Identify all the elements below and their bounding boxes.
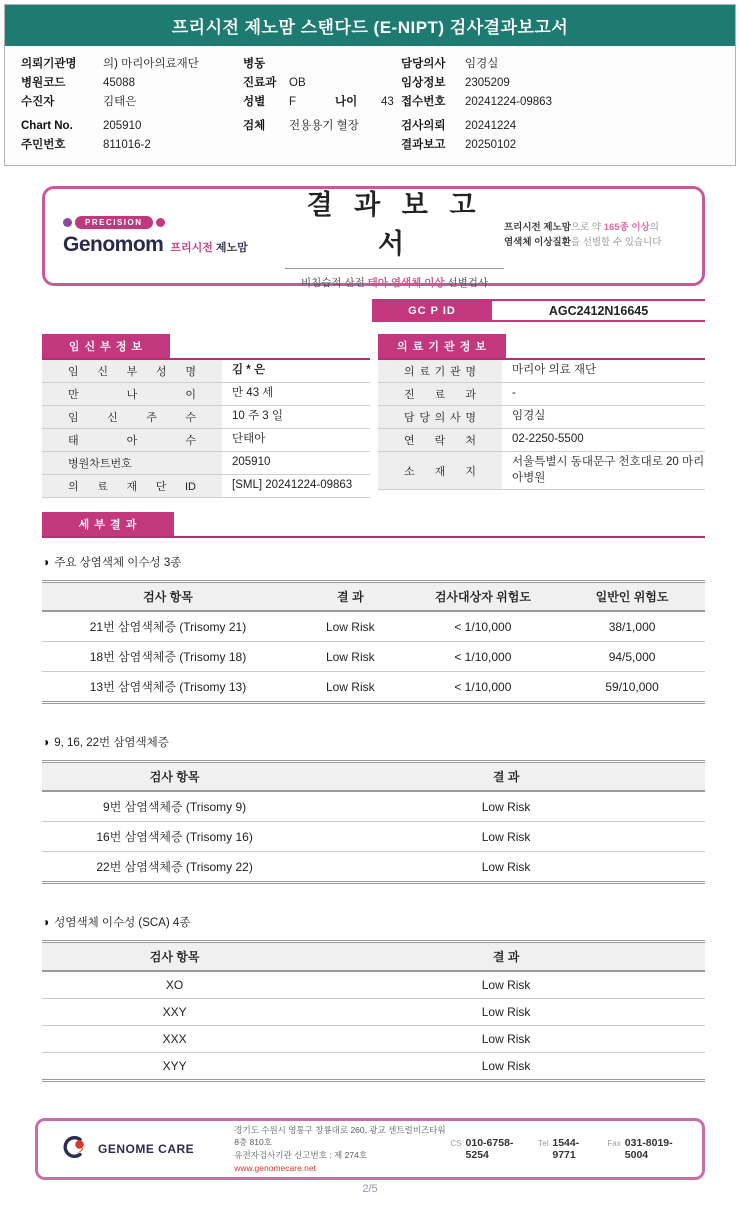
row-value: 마리아 의료 재단 bbox=[512, 364, 597, 377]
badge-dot-icon bbox=[156, 218, 165, 227]
row-value: 205910 bbox=[232, 456, 271, 469]
info-value: 김태은 bbox=[103, 96, 137, 108]
autosome-result-table bbox=[42, 580, 705, 704]
row-label: 태 아 수 bbox=[42, 429, 222, 451]
row-label: 임 신 주 수 bbox=[42, 406, 222, 428]
patient-info-col-left bbox=[21, 55, 243, 155]
table-row bbox=[378, 360, 705, 383]
address-line: 유전자검사기관 신고번호 : 제 274호 bbox=[234, 1150, 367, 1160]
contact-item bbox=[607, 1137, 682, 1161]
column-header: 검사 항목 bbox=[42, 583, 294, 611]
info-value: OB bbox=[289, 77, 306, 89]
column-header: 검사대상자 위험도 bbox=[407, 583, 559, 611]
table-row bbox=[42, 1053, 705, 1080]
info-label: 임상정보 bbox=[401, 77, 446, 89]
info-label: 나이 bbox=[335, 96, 358, 108]
test-result: Low Risk bbox=[307, 1026, 705, 1053]
info-value: F bbox=[289, 96, 297, 108]
contact-item bbox=[450, 1137, 523, 1161]
table-row bbox=[378, 429, 705, 452]
footer-brand-name: GENOME CARE bbox=[98, 1142, 195, 1156]
column-header: 일반인 위험도 bbox=[559, 583, 705, 611]
table-row bbox=[42, 672, 705, 702]
table-row bbox=[378, 383, 705, 406]
address-line: 경기도 수원시 영통구 창룡대로 260, 광교 센트럴비즈타워 8층 810호 bbox=[234, 1124, 446, 1148]
genome-care-logo bbox=[58, 1134, 234, 1165]
report-title-block bbox=[285, 183, 504, 290]
info-label: 주민번호 bbox=[21, 139, 66, 151]
info-row bbox=[401, 93, 735, 112]
contact-item bbox=[538, 1137, 592, 1161]
info-row bbox=[21, 136, 243, 155]
info-value: 20241224 bbox=[465, 120, 517, 132]
gcpid-row bbox=[372, 299, 705, 322]
table-row bbox=[42, 360, 370, 383]
document-title-bar bbox=[5, 5, 735, 46]
row-value: 02-2250-5500 bbox=[512, 433, 584, 446]
column-header: 결 과 bbox=[294, 583, 407, 611]
mother-info-title: 임 신 부 정 보 bbox=[42, 334, 170, 358]
row-value: - bbox=[512, 387, 516, 400]
report-subtitle: 비침습적 산전 태아 염색체 이상 선별검사 bbox=[300, 276, 489, 289]
patient-header-box bbox=[4, 4, 736, 166]
population-risk: 94/5,000 bbox=[559, 642, 705, 672]
footer-contacts bbox=[450, 1137, 682, 1161]
badge-dot-icon bbox=[63, 218, 72, 227]
precision-badge-label: PRECISION bbox=[75, 216, 153, 229]
info-value: 임경실 bbox=[465, 58, 499, 70]
info-row bbox=[21, 117, 243, 136]
info-row bbox=[401, 136, 735, 155]
half-circle-bullet-icon: ◑ bbox=[42, 555, 50, 569]
table-caption bbox=[42, 734, 705, 750]
info-value: 205910 bbox=[103, 120, 142, 132]
table-caption bbox=[42, 914, 705, 930]
gcpid-label: GC P ID bbox=[372, 299, 492, 322]
brand-name: Genomom bbox=[63, 232, 164, 256]
info-label: 수진자 bbox=[21, 96, 55, 108]
test-result: Low Risk bbox=[307, 999, 705, 1026]
half-circle-bullet-icon: ◑ bbox=[42, 915, 50, 929]
precision-badge bbox=[63, 216, 285, 229]
subject-risk: < 1/10,000 bbox=[407, 642, 559, 672]
report-body bbox=[0, 186, 740, 1082]
clinic-info-title: 의 료 기 관 정 보 bbox=[378, 334, 506, 358]
row-value: 김 * 은 bbox=[232, 364, 266, 377]
caption-text: 9, 16, 22번 삼염색체증 bbox=[54, 737, 169, 749]
row-label: 담 당 의 사 명 bbox=[378, 406, 502, 428]
info-row bbox=[21, 93, 243, 112]
row-value: 임경실 bbox=[512, 410, 546, 423]
table-row bbox=[378, 452, 705, 490]
test-item: XXY bbox=[42, 999, 307, 1026]
row-label: 진 료 과 bbox=[378, 383, 502, 405]
info-label: 병원코드 bbox=[21, 77, 66, 89]
info-value: 2305209 bbox=[465, 77, 510, 89]
table-row bbox=[42, 406, 370, 429]
test-item: 16번 삼염색체증 (Trisomy 16) bbox=[42, 822, 307, 852]
test-item: XO bbox=[42, 971, 307, 999]
patient-info-col-right bbox=[401, 55, 735, 155]
info-label: 성별 bbox=[243, 96, 266, 108]
mother-info-table bbox=[42, 334, 370, 498]
info-value: 전용용기 혈장 bbox=[289, 120, 359, 132]
info-row bbox=[243, 117, 401, 136]
report-note: 프리시전 제노맘으로 약 165종 이상의 염색체 이상질환을 선별할 수 있습니다 bbox=[504, 222, 662, 248]
info-label: 검체 bbox=[243, 120, 266, 132]
table-row bbox=[42, 383, 370, 406]
info-row bbox=[401, 117, 735, 136]
info-label: 검사의뢰 bbox=[401, 120, 446, 132]
test-result: Low Risk bbox=[294, 642, 407, 672]
caption-text: 주요 상염색체 이수성 3종 bbox=[54, 557, 182, 569]
test-item: 13번 삼염색체증 (Trisomy 13) bbox=[89, 680, 247, 694]
test-result: Low Risk bbox=[325, 679, 375, 694]
contact-value: 010-6758-5254 bbox=[465, 1137, 514, 1161]
brand-row bbox=[63, 233, 285, 257]
population-risk: 59/10,000 bbox=[605, 679, 659, 694]
test-result: Low Risk bbox=[294, 611, 407, 642]
info-row bbox=[243, 74, 401, 93]
table-caption bbox=[42, 554, 705, 570]
contact-label: Fax bbox=[607, 1139, 621, 1148]
info-row bbox=[243, 93, 401, 112]
document-title: 프리시전 제노맘 스탠다드 (E-NIPT) 검사결과보고서 bbox=[171, 18, 569, 37]
footer-website-link: www.genomecare.net bbox=[234, 1162, 316, 1173]
gcpid-value: AGC2412N16645 bbox=[492, 299, 705, 322]
row-label: 의 료 기 관 명 bbox=[378, 360, 502, 382]
row-value: 단태아 bbox=[232, 433, 266, 446]
info-label: 담당의사 bbox=[401, 58, 446, 70]
row-value: 서울특별시 동대문구 천호대로 20 마리아병원 bbox=[512, 456, 705, 484]
row-label: 만 나 이 bbox=[42, 383, 222, 405]
table-row bbox=[42, 791, 705, 822]
footer-address bbox=[234, 1124, 450, 1175]
test-item: 21번 삼염색체증 (Trisomy 21) bbox=[42, 611, 294, 642]
population-risk: 38/1,000 bbox=[559, 611, 705, 642]
table-row bbox=[42, 475, 370, 498]
info-label: 의뢰기관명 bbox=[21, 58, 77, 70]
info-value: 20250102 bbox=[465, 139, 517, 151]
column-header: 검사 항목 bbox=[42, 943, 307, 971]
column-header: 결 과 bbox=[307, 943, 705, 971]
half-circle-bullet-icon: ◑ bbox=[42, 735, 50, 749]
test-result: Low Risk bbox=[481, 1059, 531, 1073]
info-row bbox=[243, 55, 401, 74]
page-number: 2/5 bbox=[362, 1183, 378, 1195]
info-label: 병동 bbox=[243, 58, 266, 70]
info-tables bbox=[42, 334, 705, 498]
detail-section-title: 세 부 결 과 bbox=[42, 512, 174, 536]
test-item: XXX bbox=[42, 1026, 307, 1053]
row-label: 임 신 부 성 명 bbox=[42, 360, 222, 382]
table-row bbox=[42, 852, 705, 882]
contact-label: Tel bbox=[538, 1139, 549, 1148]
row-label: 소 재 지 bbox=[378, 452, 502, 489]
footer bbox=[35, 1118, 705, 1180]
result-report-card bbox=[42, 186, 705, 289]
caption-text: 성염색체 이수성 (SCA) 4종 bbox=[54, 917, 191, 929]
table-row bbox=[42, 452, 370, 475]
sca-result-table bbox=[42, 940, 705, 1082]
info-value: 811016-2 bbox=[103, 139, 151, 151]
info-row bbox=[21, 74, 243, 93]
column-header: 결 과 bbox=[307, 763, 705, 791]
contact-label: CS bbox=[450, 1139, 462, 1148]
table-row bbox=[42, 971, 705, 999]
contact-value: 1544-9771 bbox=[552, 1137, 580, 1161]
info-label: 접수번호 bbox=[401, 96, 446, 108]
info-label: 결과보고 bbox=[401, 139, 446, 151]
contact-value: 031-8019-5004 bbox=[624, 1137, 673, 1161]
test-result: Low Risk bbox=[307, 971, 705, 999]
test-item: 22번 삼염색체증 (Trisomy 22) bbox=[96, 860, 253, 874]
column-header: 검사 항목 bbox=[42, 763, 307, 791]
table-row bbox=[42, 822, 705, 852]
info-label: 진료과 bbox=[243, 77, 277, 89]
genome-care-logo-icon bbox=[58, 1134, 90, 1165]
info-row bbox=[401, 74, 735, 93]
info-row bbox=[401, 55, 735, 74]
row-value: [SML] 20241224-09863 bbox=[232, 479, 353, 492]
table-row bbox=[42, 642, 705, 672]
report-title: 결 과 보 고 서 bbox=[285, 183, 504, 269]
test-item: 18번 삼염색체증 (Trisomy 18) bbox=[42, 642, 294, 672]
table-row bbox=[42, 611, 705, 642]
trisomy-9-16-22-table bbox=[42, 760, 705, 884]
subject-risk: < 1/10,000 bbox=[454, 679, 512, 694]
row-value: 만 43 세 bbox=[232, 387, 274, 400]
info-value: 43 bbox=[381, 96, 394, 108]
patient-info-grid bbox=[5, 46, 735, 165]
table-row bbox=[378, 406, 705, 429]
row-value: 10 주 3 일 bbox=[232, 410, 283, 423]
info-value: 20241224-09863 bbox=[465, 96, 552, 108]
table-row bbox=[42, 429, 370, 452]
test-item: 9번 삼염색체증 (Trisomy 9) bbox=[42, 791, 307, 822]
row-label: 의 료 재 단 ID bbox=[42, 475, 222, 497]
row-label: 연 락 처 bbox=[378, 429, 502, 451]
row-label: 병원차트번호 bbox=[42, 452, 222, 474]
test-item: XYY bbox=[162, 1059, 187, 1073]
test-result: Low Risk bbox=[307, 822, 705, 852]
info-value: 45088 bbox=[103, 77, 135, 89]
test-result: Low Risk bbox=[307, 791, 705, 822]
genomom-logo bbox=[63, 216, 285, 257]
table-row bbox=[42, 1026, 705, 1053]
table-row bbox=[42, 999, 705, 1026]
info-label: Chart No. bbox=[21, 120, 73, 132]
test-result: Low Risk bbox=[481, 859, 531, 874]
patient-info-col-middle bbox=[243, 55, 401, 155]
brand-name-korean: 프리시전 제노맘 bbox=[170, 241, 248, 254]
info-value: 의) 마리아의료재단 bbox=[103, 58, 199, 70]
subject-risk: < 1/10,000 bbox=[407, 611, 559, 642]
info-row bbox=[21, 55, 243, 74]
detail-section-header bbox=[42, 512, 705, 538]
clinic-info-table bbox=[378, 334, 705, 490]
